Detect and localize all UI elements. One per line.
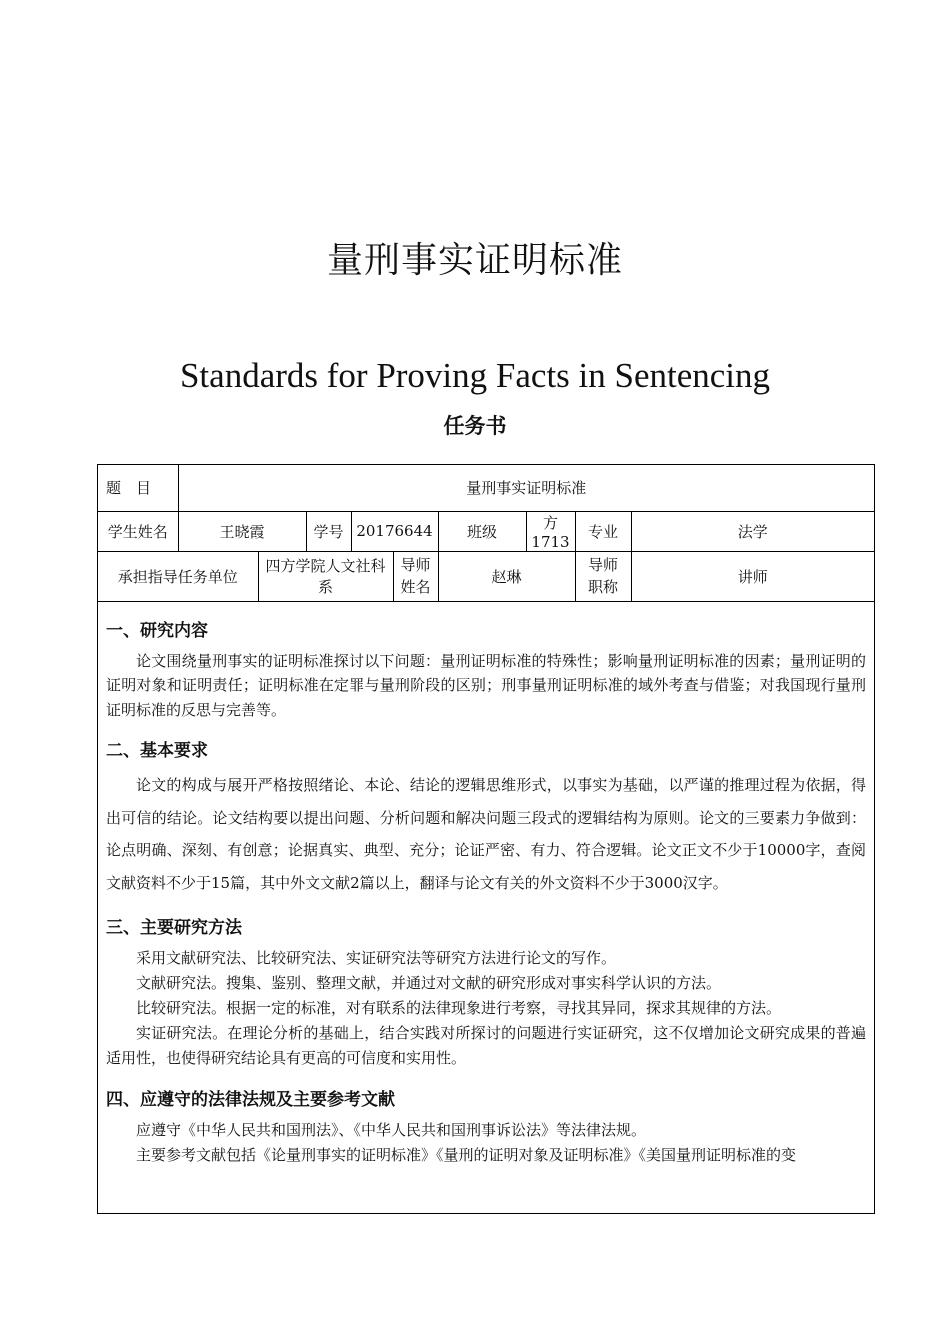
task-content [98, 616, 874, 1169]
advisor-title-value: 讲师 [631, 551, 874, 601]
section-text-basic-requirements: 论文的构成与展开严格按照绪论、本论、结论的逻辑思维形式，以事实为基础，以严谨的推理过程为依据，得出可信的结论。论文结构要以提出问题、分析问题和解决问题三段式的逻辑结构为原则。论文的三要素力争做到：论点明确、深刻、有创意；论据真实、典型、充分；论证严密、有力、符合逻辑。论文正文不少于10000字，查阅文献资料不少于15篇，其中外文文献2篇以上，翻译与论文有关的外文资料不少于3000汉字。 [106, 776, 866, 892]
class-value: 方1713 [526, 511, 575, 551]
major-value: 法学 [631, 511, 874, 551]
document-title-en: Standards for Proving Facts in Sentencing [179, 356, 771, 395]
advisor-name-label-line2: 姓名 [400, 578, 431, 596]
advisor-title-label [575, 551, 631, 601]
advisor-name-label [393, 551, 438, 601]
section-heading-research-content: 一、研究内容 [106, 620, 208, 641]
methods-paragraph-overview: 采用文献研究法、比较研究法、实证研究法等研究方法进行论文的写作。 [136, 949, 617, 967]
student-name-label: 学生姓名 [98, 511, 178, 551]
task-form [97, 464, 875, 1214]
document-title-cn: 量刑事实证明标准 [326, 240, 623, 281]
section-heading-research-methods: 三、主要研究方法 [106, 918, 242, 938]
student-id-value: 20176644 [351, 511, 438, 551]
laws-paragraph: 应遵守《中华人民共和国刑法》、《中华人民共和国刑事诉讼法》等法律法规。 [136, 1121, 647, 1139]
advisor-title-label-line2: 职称 [587, 578, 618, 596]
references-paragraph: 主要参考文献包括《论量刑事实的证明标准》《量刑的证明对象及证明标准》《美国量刑证明标准的变 [136, 1146, 797, 1164]
major-label: 专业 [575, 511, 631, 551]
advisor-title-label-line1: 导师 [587, 556, 618, 574]
class-label: 班级 [438, 511, 526, 551]
section-text-research-content: 论文围绕量刑事实的证明标准探讨以下问题：量刑证明标准的特殊性；影响量刑证明标准的因素；量刑证明的证明对象和证明责任；证明标准在定罪与量刑阶段的区别；刑事量刑证明标准的域外考查与借鉴；对我国现行量刑证明标准的反思与完善等。 [106, 651, 866, 719]
advisor-name-value: 赵琳 [438, 551, 575, 601]
student-id-label: 学号 [306, 511, 351, 551]
unit-value: 四方学院人文社科系 [258, 551, 393, 601]
document-subtitle: 任务书 [443, 414, 507, 438]
methods-paragraph-comparative: 比较研究法。根据一定的标准，对有联系的法律现象进行考察，寻找其异同，探求其规律的方法。 [136, 999, 782, 1017]
info-table [98, 465, 874, 602]
methods-paragraph-empirical: 实证研究法。在理论分析的基础上，结合实践对所探讨的问题进行实证研究，这不仅增加论文研究成果的普遍适用性，也使得研究结论具有更高的可信度和实用性。 [106, 1024, 866, 1067]
student-name-value: 王晓霞 [178, 511, 306, 551]
advisor-name-label-line1: 导师 [400, 556, 431, 574]
methods-paragraph-literature: 文献研究法。搜集、鉴别、整理文献，并通过对文献的研究形成对事实科学认识的方法。 [136, 974, 722, 992]
section-heading-basic-requirements: 二、基本要求 [106, 741, 208, 761]
topic-label: 题 目 [98, 465, 178, 511]
unit-label: 承担指导任务单位 [98, 551, 258, 601]
topic-value: 量刑事实证明标准 [178, 465, 874, 511]
section-heading-laws-references: 四、应遵守的法律法规及主要参考文献 [106, 1090, 395, 1110]
